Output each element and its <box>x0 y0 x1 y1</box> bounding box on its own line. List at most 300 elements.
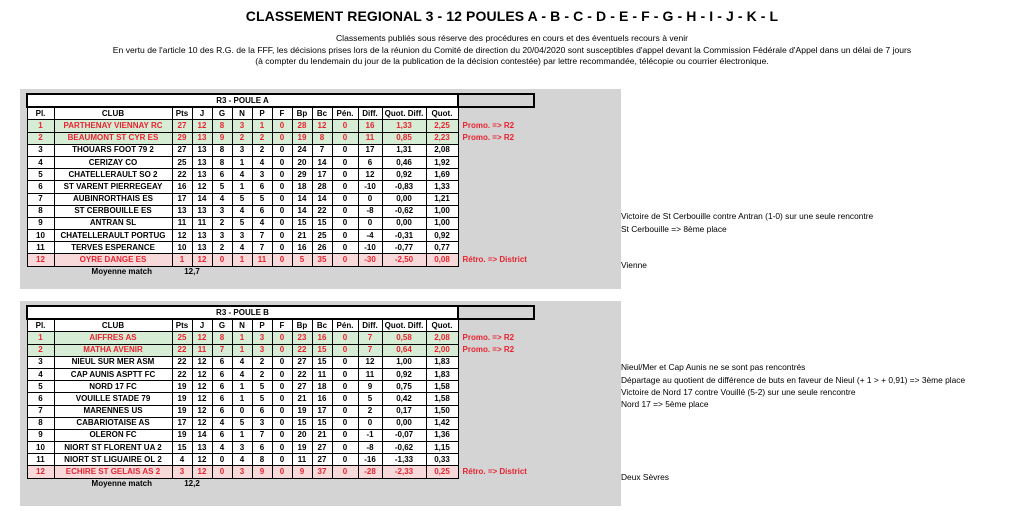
intro-line: En vertu de l'article 10 des R.G. de la FFF, les décisions prises lors de la réunion du Comité de direction du 20/04/2020 sont susceptibles d'appel devant la Commission Fédérale d'Appel dans un délai de 7 jours <box>112 44 912 55</box>
table-cell: 7 <box>27 193 54 205</box>
club-name: MARENNES US <box>54 405 172 417</box>
table-cell: -10 <box>358 242 382 254</box>
table-cell: 19 <box>172 429 192 441</box>
table-cell: 4 <box>232 454 252 466</box>
table-cell: 22 <box>172 169 192 181</box>
table-cell: 6 <box>27 181 54 193</box>
column-header: J <box>192 107 212 120</box>
table-cell: 6 <box>252 205 272 217</box>
table-row <box>27 193 534 205</box>
table-cell: 5 <box>252 193 272 205</box>
table-cell: 3 <box>212 205 232 217</box>
table-cell: 27 <box>292 356 312 368</box>
table-cell: 4 <box>212 442 232 454</box>
club-name: ST CERBOUILLE ES <box>54 205 172 217</box>
table-cell: 0 <box>332 156 358 168</box>
table-cell: 0,00 <box>382 193 426 205</box>
club-name: AUBINRORTHAIS ES <box>54 193 172 205</box>
table-cell: 14 <box>292 205 312 217</box>
table-cell: 11 <box>27 242 54 254</box>
annotation-note: Victoire de Nord 17 contre Vouillé (5-2) sur une seule rencontre <box>621 386 856 397</box>
table-cell: 0 <box>272 217 292 229</box>
table-cell: -4 <box>358 230 382 242</box>
club-name: NIORT ST LIGUAIRE OL 2 <box>54 454 172 466</box>
table-cell: 0 <box>272 332 292 344</box>
table-cell: 2 <box>252 132 272 144</box>
table-cell: 1 <box>232 381 252 393</box>
table-cell: 0 <box>332 242 358 254</box>
table-cell: 0 <box>272 193 292 205</box>
table-cell: 1,33 <box>382 120 426 132</box>
club-name: NIEUL SUR MER ASM <box>54 356 172 368</box>
table-cell: -8 <box>358 205 382 217</box>
table-cell: 0 <box>272 381 292 393</box>
poule-b-standings-table <box>26 305 535 490</box>
table-cell: 27 <box>312 442 332 454</box>
page-title: CLASSEMENT REGIONAL 3 - 12 POULES A - B - C - D - E - F - G - H - I - J - K - L <box>245 8 779 24</box>
relegation-label: Rétro. => District <box>462 467 527 477</box>
table-cell: 4 <box>212 193 232 205</box>
table-cell: 14 <box>192 429 212 441</box>
table-cell: 1,36 <box>426 429 458 441</box>
table-cell: 0,64 <box>382 344 426 356</box>
table-cell: 3 <box>232 442 252 454</box>
club-name: AIFFRES AS <box>54 332 172 344</box>
annotation-note: St Cerbouille => 8ème place <box>621 223 727 234</box>
table-cell: 2 <box>27 132 54 144</box>
column-header: Quot. <box>426 319 458 332</box>
table-cell: 12 <box>192 466 212 478</box>
table-cell: 1 <box>232 254 252 266</box>
club-name: ST VARENT PIERREGEAY <box>54 181 172 193</box>
table-cell: 12 <box>358 169 382 181</box>
table-cell: 4 <box>232 368 252 380</box>
table-cell: 0 <box>232 405 252 417</box>
table-cell: 3 <box>232 144 252 156</box>
column-header: Pén. <box>332 107 358 120</box>
table-cell: 12 <box>192 417 212 429</box>
promotion-label: Promo. => R2 <box>462 345 515 355</box>
table-cell: 0,77 <box>426 242 458 254</box>
table-cell: 15 <box>292 217 312 229</box>
table-cell: 1 <box>27 120 54 132</box>
table-cell: 8 <box>212 332 232 344</box>
table-cell: 7 <box>358 344 382 356</box>
table-cell: 1,58 <box>426 393 458 405</box>
table-cell: 10 <box>27 230 54 242</box>
table-cell: 0 <box>358 417 382 429</box>
table-row <box>27 169 534 181</box>
table-cell: 2 <box>212 217 232 229</box>
table-row <box>27 132 534 144</box>
table-cell: 14 <box>292 193 312 205</box>
club-name: OYRE DANGE ES <box>54 254 172 266</box>
column-header: Quot. Diff. <box>382 107 426 120</box>
table-cell: 7 <box>252 230 272 242</box>
table-cell: 2 <box>27 344 54 356</box>
table-cell: 9 <box>252 466 272 478</box>
table-cell: 4 <box>232 169 252 181</box>
table-cell: 0 <box>332 193 358 205</box>
annotation-note: Départage au quotient de différence de buts en faveur de Nieul (+ 1 > + 0,91) => 3ème place <box>621 374 966 385</box>
table-cell: 7 <box>212 344 232 356</box>
table-cell: 11 <box>358 132 382 144</box>
column-header: P <box>252 319 272 332</box>
club-name: BEAUMONT ST CYR ES <box>54 132 172 144</box>
club-name: PARTHENAY VIENNAY RC <box>54 120 172 132</box>
table-cell: 0 <box>358 193 382 205</box>
column-header: F <box>272 107 292 120</box>
table-cell: 4 <box>232 356 252 368</box>
table-cell: 1 <box>27 332 54 344</box>
table-cell: 5 <box>252 381 272 393</box>
table-cell: 7 <box>27 405 54 417</box>
table-cell: 0 <box>272 356 292 368</box>
table-cell: 28 <box>312 181 332 193</box>
table-cell: 17 <box>312 405 332 417</box>
table-cell: 10 <box>27 442 54 454</box>
table-cell: -30 <box>358 254 382 266</box>
table-row <box>27 181 534 193</box>
table-cell: 12 <box>192 405 212 417</box>
table-cell: 4 <box>27 156 54 168</box>
table-cell: 1 <box>232 429 252 441</box>
column-header: Bc <box>312 107 332 120</box>
table-cell: 1 <box>232 156 252 168</box>
table-row <box>27 230 534 242</box>
table-cell: 11 <box>358 368 382 380</box>
table-cell: -10 <box>358 181 382 193</box>
table-cell: 7 <box>252 242 272 254</box>
table-row <box>27 205 534 217</box>
table-cell: 17 <box>358 144 382 156</box>
table-cell: 12 <box>192 356 212 368</box>
table-cell: 16 <box>292 242 312 254</box>
table-cell: 1,83 <box>426 368 458 380</box>
column-header: CLUB <box>54 107 172 120</box>
table-cell: 0,92 <box>382 169 426 181</box>
promotion-label: Promo. => R2 <box>462 332 515 342</box>
table-cell: 0 <box>332 381 358 393</box>
table-cell: 2,08 <box>426 144 458 156</box>
club-name: ANTRAN SL <box>54 217 172 229</box>
table-cell: 2,25 <box>426 120 458 132</box>
table-cell: 7 <box>312 144 332 156</box>
table-cell: -0,31 <box>382 230 426 242</box>
table-cell: 1 <box>232 181 252 193</box>
table-cell: 10 <box>172 242 192 254</box>
column-header: G <box>212 319 232 332</box>
table-cell: 3 <box>252 417 272 429</box>
table-cell: -2,50 <box>382 254 426 266</box>
table-row <box>27 156 534 168</box>
table-cell: 13 <box>192 169 212 181</box>
table-cell: 1,33 <box>426 181 458 193</box>
column-header: Pén. <box>332 319 358 332</box>
table-cell: 22 <box>292 368 312 380</box>
table-cell: 1,92 <box>426 156 458 168</box>
table-cell: 12 <box>192 368 212 380</box>
table-cell: 5 <box>212 181 232 193</box>
table-cell: 3 <box>172 466 192 478</box>
intro-text <box>0 33 1024 68</box>
column-header: N <box>232 319 252 332</box>
table-cell: 3 <box>232 120 252 132</box>
table-cell: 8 <box>212 144 232 156</box>
table-cell: 1,00 <box>426 217 458 229</box>
table-cell: 0 <box>212 454 232 466</box>
moyenne-value: 12,7 <box>184 267 200 277</box>
table-cell: 15 <box>312 217 332 229</box>
table-cell: 4 <box>172 454 192 466</box>
table-cell: 0,00 <box>382 417 426 429</box>
table-cell: 11 <box>292 454 312 466</box>
table-cell: 13 <box>192 205 212 217</box>
table-row <box>27 442 534 454</box>
table-cell: 12 <box>27 466 54 478</box>
table-cell: 11 <box>312 368 332 380</box>
table-cell: 5 <box>232 417 252 429</box>
club-name: NORD 17 FC <box>54 381 172 393</box>
table-cell: 9 <box>212 132 232 144</box>
table-cell: 0 <box>332 356 358 368</box>
table-cell: 1 <box>232 393 252 405</box>
table-cell: 0 <box>272 144 292 156</box>
table-cell: 0 <box>332 332 358 344</box>
table-cell: 0,08 <box>426 254 458 266</box>
table-cell: 0 <box>332 132 358 144</box>
table-cell: 11 <box>192 344 212 356</box>
table-cell: 1 <box>232 332 252 344</box>
club-name: VOUILLE STADE 79 <box>54 393 172 405</box>
table-cell: 5 <box>292 254 312 266</box>
club-name: CABARIOTAISE AS <box>54 417 172 429</box>
table-row <box>27 381 534 393</box>
table-cell: 13 <box>192 132 212 144</box>
table-row <box>27 254 534 266</box>
table-row <box>27 120 534 132</box>
column-header: Pl. <box>27 319 54 332</box>
table-cell: 16 <box>358 120 382 132</box>
column-header: Pts <box>172 107 192 120</box>
table-cell: 27 <box>312 454 332 466</box>
table-cell: 0,92 <box>426 230 458 242</box>
table-cell: 0 <box>332 405 358 417</box>
table-cell: 17 <box>312 169 332 181</box>
table-cell: 14 <box>312 156 332 168</box>
table-cell: 0 <box>272 344 292 356</box>
table-cell: 0 <box>332 429 358 441</box>
table-cell: 3 <box>232 230 252 242</box>
table-cell: 4 <box>252 156 272 168</box>
table-cell: 9 <box>358 381 382 393</box>
table-cell: 8 <box>27 205 54 217</box>
table-cell: 11 <box>27 454 54 466</box>
table-cell: 19 <box>292 132 312 144</box>
table-cell: 22 <box>172 368 192 380</box>
table-cell: 0 <box>272 454 292 466</box>
annotation-note: Deux Sèvres <box>621 472 669 483</box>
column-header: Diff. <box>358 107 382 120</box>
table-cell: 0 <box>272 242 292 254</box>
table-cell: 0 <box>272 181 292 193</box>
table-cell: 0 <box>332 120 358 132</box>
column-header: F <box>272 319 292 332</box>
annotation-note: Vienne <box>621 260 647 271</box>
table-cell: 5 <box>252 393 272 405</box>
annotation-note: Nieul/Mer et Cap Aunis ne se sont pas rencontrés <box>621 362 806 373</box>
table-cell: 1,50 <box>426 405 458 417</box>
column-header: Bp <box>292 107 312 120</box>
table-row <box>27 368 534 380</box>
club-name: CHATELLERAULT SO 2 <box>54 169 172 181</box>
column-header: Pl. <box>27 107 54 120</box>
table-cell: 1,58 <box>426 381 458 393</box>
column-header: CLUB <box>54 319 172 332</box>
table-cell: 7 <box>358 332 382 344</box>
table-cell: 0 <box>272 393 292 405</box>
intro-line: (à compter du lendemain du jour de la publication de la décision contestée) par lettre recommandée, télécopie ou courrier électronique. <box>255 56 769 66</box>
table-cell: 0 <box>332 205 358 217</box>
table-cell: 13 <box>192 144 212 156</box>
table-cell: 8 <box>212 156 232 168</box>
table-cell: 19 <box>292 442 312 454</box>
table-cell: 6 <box>252 181 272 193</box>
table-row <box>27 417 534 429</box>
table-cell: 19 <box>172 405 192 417</box>
table-cell: 16 <box>312 393 332 405</box>
club-name: CAP AUNIS ASPTT FC <box>54 368 172 380</box>
table-cell: 9 <box>27 429 54 441</box>
table-cell: -2,33 <box>382 466 426 478</box>
annotation-note: Nord 17 => 5ème place <box>621 399 709 409</box>
table-cell: 1,69 <box>426 169 458 181</box>
table-cell: 17 <box>172 417 192 429</box>
table-cell: 1,31 <box>382 144 426 156</box>
table-cell: 11 <box>192 217 212 229</box>
table-cell: 0 <box>332 217 358 229</box>
table-cell: 25 <box>312 230 332 242</box>
table-cell: 5 <box>27 381 54 393</box>
table-row <box>27 393 534 405</box>
table-cell: 37 <box>312 466 332 478</box>
table-cell: 8 <box>312 132 332 144</box>
table-cell: 0 <box>332 393 358 405</box>
table-cell: 6 <box>212 381 232 393</box>
table-cell: 13 <box>192 442 212 454</box>
table-row <box>27 332 534 344</box>
table-cell: 3 <box>252 344 272 356</box>
relegation-label: Rétro. => District <box>462 255 527 265</box>
table-cell: 12 <box>192 454 212 466</box>
table-cell: 1 <box>232 344 252 356</box>
table-cell: 6 <box>252 405 272 417</box>
table-cell: 0 <box>332 181 358 193</box>
table-cell: 15 <box>292 417 312 429</box>
table-cell: 4 <box>232 242 252 254</box>
table-cell: 4 <box>232 205 252 217</box>
table-cell: 1,15 <box>426 442 458 454</box>
table-cell: 12 <box>192 120 212 132</box>
table-cell: 0 <box>272 132 292 144</box>
table-cell: 6 <box>27 393 54 405</box>
table-cell: 0 <box>272 429 292 441</box>
table-cell: 15 <box>312 417 332 429</box>
table-row <box>27 344 534 356</box>
column-header: Diff. <box>358 319 382 332</box>
table-cell: 5 <box>27 169 54 181</box>
table-cell: 7 <box>252 429 272 441</box>
promotion-label: Promo. => R2 <box>462 120 515 130</box>
table-cell: 0,92 <box>382 368 426 380</box>
table-cell: 12 <box>192 332 212 344</box>
column-header: J <box>192 319 212 332</box>
table-cell: 12 <box>172 230 192 242</box>
table-cell: 0,42 <box>382 393 426 405</box>
column-header: Quot. <box>426 107 458 120</box>
table-cell: 8 <box>27 417 54 429</box>
poule-title: R3 - POULE B <box>27 306 458 319</box>
table-cell: -16 <box>358 454 382 466</box>
table-cell: 21 <box>292 393 312 405</box>
table-cell: 17 <box>172 193 192 205</box>
table-cell: 0 <box>212 254 232 266</box>
table-cell: 18 <box>292 181 312 193</box>
club-name: ECHIRE ST GELAIS AS 2 <box>54 466 172 478</box>
table-cell: 0 <box>272 120 292 132</box>
club-name: THOUARS FOOT 79 2 <box>54 144 172 156</box>
table-cell: 1,00 <box>426 205 458 217</box>
table-cell: -0,62 <box>382 442 426 454</box>
table-cell: 29 <box>292 169 312 181</box>
table-row <box>27 144 534 156</box>
table-cell: 1 <box>252 120 272 132</box>
moyenne-value: 12,2 <box>184 479 200 489</box>
table-cell: 3 <box>252 332 272 344</box>
table-cell: 0 <box>332 454 358 466</box>
table-cell: 5 <box>358 393 382 405</box>
table-cell: 0,00 <box>382 217 426 229</box>
table-cell: 5 <box>232 193 252 205</box>
table-cell: 22 <box>292 344 312 356</box>
table-cell: 2 <box>358 405 382 417</box>
club-name: NIORT ST FLORENT UA 2 <box>54 442 172 454</box>
table-cell: 27 <box>172 120 192 132</box>
table-cell: 2 <box>212 242 232 254</box>
table-cell: 0 <box>332 230 358 242</box>
table-cell: 0 <box>332 466 358 478</box>
annotation-note: Victoire de St Cerbouille contre Antran (1-0) sur une seule rencontre <box>621 211 874 222</box>
club-name: TERVES ESPERANCE <box>54 242 172 254</box>
table-row <box>27 466 534 478</box>
table-cell: 13 <box>192 230 212 242</box>
column-header: G <box>212 107 232 120</box>
table-cell: 12 <box>192 254 212 266</box>
table-cell: 6 <box>212 368 232 380</box>
table-cell: 25 <box>172 156 192 168</box>
club-name: CHATELLERAULT PORTUG <box>54 230 172 242</box>
table-cell: 4 <box>212 417 232 429</box>
table-cell: 0 <box>272 205 292 217</box>
table-cell: 20 <box>292 156 312 168</box>
table-cell: 13 <box>192 242 212 254</box>
club-name: CERIZAY CO <box>54 156 172 168</box>
table-cell: 19 <box>172 381 192 393</box>
table-cell: 16 <box>312 332 332 344</box>
table-cell: 0,85 <box>382 132 426 144</box>
table-cell: 3 <box>252 169 272 181</box>
table-cell: 2 <box>252 356 272 368</box>
